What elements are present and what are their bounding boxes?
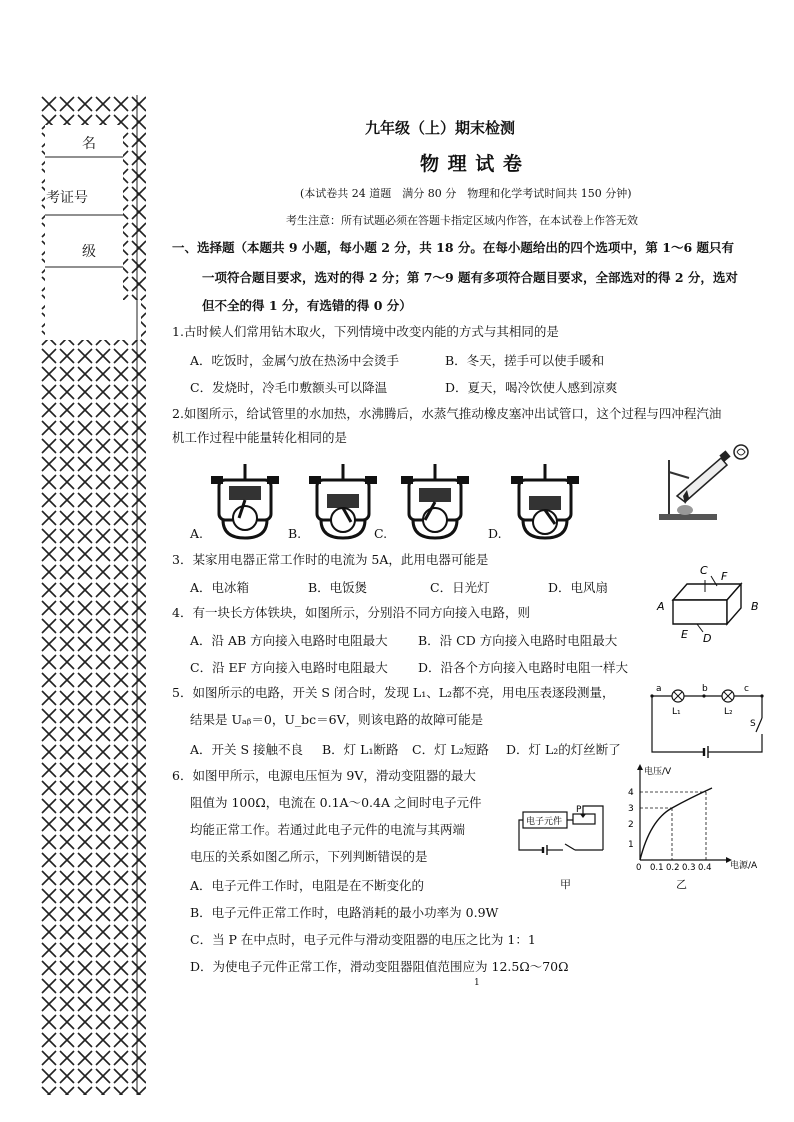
section-heading-line2: 一项符合题目要求，选对的得 2 分；第 7～9 题有多项符合题目要求，全部选对的得 2 分，选对 — [202, 270, 738, 285]
q6-option-a: A．电子元件工作时，电阻是在不断变化的 — [190, 878, 425, 893]
circuit-figure-q5 — [646, 682, 770, 758]
q5-option-b: B．灯 L₁断路 — [322, 742, 399, 757]
q1-option-b: B．冬天，搓手可以使手暖和 — [445, 353, 605, 368]
page-number: 1 — [474, 978, 480, 988]
iron-block-figure — [655, 562, 765, 646]
q2-stem-line1: 2.如图所示，给试管里的水加热，水沸腾后，水蒸气推动橡皮塞冲出试管口，这个过程与四冲程汽油 — [172, 406, 722, 421]
component-label: 电子元件 — [526, 817, 563, 827]
graph-xtick-0.1: 0.1 — [650, 863, 664, 872]
block-label-e: E — [681, 628, 688, 641]
graph-xlabel: 电源/A — [730, 861, 758, 871]
q2-stem-line2: 机工作过程中能量转化相同的是 — [172, 430, 348, 445]
graph-ylabel: 电压/V — [644, 767, 672, 777]
node-label-c: c — [744, 684, 749, 694]
engine-figure-c — [395, 462, 475, 540]
q2-option-a: A. — [190, 526, 204, 541]
q2-option-d: D. — [488, 526, 502, 541]
block-label-b: B — [751, 600, 759, 613]
q6-stem-line4: 电压的关系如图乙所示，下列判断错误的是 — [190, 849, 428, 864]
q3-stem: 3．某家用电器正常工作时的电流为 5A，此用电器可能是 — [172, 552, 489, 567]
q4-stem: 4．有一块长方体铁块，如图所示，分别沿不同方向接入电路，则 — [172, 605, 530, 620]
engine-figure-b — [303, 462, 383, 540]
q2-option-b: B. — [288, 526, 302, 541]
q1-option-d: D．夏天，喝冷饮使人感到凉爽 — [445, 380, 618, 395]
q3-option-c: C．日光灯 — [430, 580, 490, 595]
slider-label-p: P — [576, 805, 582, 815]
voltage-current-graph — [620, 760, 770, 872]
figure-caption-jia: 甲 — [560, 878, 571, 891]
q4-option-b: B．沿 CD 方向接入电路时电阻最大 — [418, 633, 618, 648]
q3-option-d: D．电风扇 — [548, 580, 609, 595]
q6-stem-line3: 均能正常工作。若通过此电子元件的电流与其两端 — [190, 822, 466, 837]
q1-option-a: A．吃饭时，金属勺放在热汤中会烫手 — [190, 353, 400, 368]
graph-ytick-1: 1 — [628, 840, 634, 850]
engine-figure-d — [505, 462, 585, 540]
figure-caption-yi: 乙 — [676, 878, 687, 891]
engine-figure-a — [205, 462, 285, 540]
q2-option-c: C. — [374, 526, 388, 541]
q1-stem: 1.古时候人们常用钻木取火，下列情境中改变内能的方式与其相同的是 — [172, 324, 559, 339]
q5-option-a: A．开关 S 接触不良 — [190, 742, 304, 757]
node-label-a: a — [656, 684, 662, 694]
exam-info: (本试卷共 24 道题 满分 80 分 物理和化学考试时间共 150 分钟) — [300, 187, 632, 200]
graph-xtick-0.4: 0.4 — [698, 863, 712, 872]
lamp-label-l2: L₂ — [724, 707, 733, 717]
q4-option-a: A．沿 AB 方向接入电路时电阻最大 — [190, 633, 388, 648]
lamp-label-l1: L₁ — [672, 707, 681, 717]
q3-option-b: B．电饭煲 — [308, 580, 368, 595]
graph-xtick-0.2: 0.2 — [666, 863, 680, 872]
exam-notice: 考生注意：所有试题必须在答题卡指定区域内作答，在本试卷上作答无效 — [286, 214, 638, 227]
class-label: 级 — [82, 244, 96, 260]
block-label-c: C — [700, 564, 708, 577]
exam-number-label: 考证号 — [46, 190, 88, 206]
q5-stem-line2: 结果是 Uₐᵦ＝0，U_bc＝6V，则该电路的故障可能是 — [190, 712, 484, 727]
section-heading-line1: 一、选择题（本题共 9 小题，每小题 2 分，共 18 分。在每小题给出的四个选项中，第 1～6 题只有 — [172, 240, 735, 255]
q1-option-c: C．发烧时，冷毛巾敷额头可以降温 — [190, 380, 388, 395]
name-label: 名 — [82, 136, 96, 152]
graph-xtick-0.3: 0.3 — [682, 863, 696, 872]
graph-ytick-4: 4 — [628, 788, 634, 798]
q4-option-c: C．沿 EF 方向接入电路时电阻最大 — [190, 660, 388, 675]
q3-option-a: A．电冰箱 — [190, 580, 250, 595]
q6-stem-line2: 阻值为 100Ω，电流在 0.1A～0.4A 之间时电子元件 — [190, 795, 482, 810]
test-tube-figure — [655, 438, 755, 524]
section-heading-line3: 但不全的得 1 分，有选错的得 0 分） — [202, 298, 412, 313]
q4-option-d: D．沿各个方向接入电路时电阻一样大 — [418, 660, 629, 675]
subject-title: 物 理 试 卷 — [420, 153, 523, 175]
node-label-b: b — [702, 684, 708, 694]
block-label-d: D — [703, 632, 712, 645]
graph-xtick-0: 0 — [636, 863, 642, 872]
q6-option-c: C．当 P 在中点时，电子元件与滑动变阻器的电压之比为 1：1 — [190, 932, 536, 947]
graph-ytick-3: 3 — [628, 804, 634, 814]
q6-stem-line1: 6．如图甲所示，电源电压恒为 9V，滑动变阻器的最大 — [172, 768, 476, 783]
circuit-figure-jia — [517, 800, 609, 858]
q5-option-d: D．灯 L₂的灯丝断了 — [506, 742, 621, 757]
q5-option-c: C．灯 L₂短路 — [412, 742, 489, 757]
graph-ytick-2: 2 — [628, 820, 634, 830]
switch-label-s: S — [750, 719, 756, 729]
q5-stem-line1: 5．如图所示的电路，开关 S 闭合时，发现 L₁、L₂都不亮，用电压表逐段测量， — [172, 685, 615, 700]
block-label-f: F — [721, 570, 728, 583]
q6-option-b: B．电子元件正常工作时，电路消耗的最小功率为 0.9W — [190, 905, 499, 920]
q6-option-d: D．为使电子元件正常工作，滑动变阻器阻值范围应为 12.5Ω～70Ω — [190, 959, 569, 974]
block-label-a: A — [657, 600, 665, 613]
exam-title: 九年级（上）期末检测 — [365, 119, 516, 137]
